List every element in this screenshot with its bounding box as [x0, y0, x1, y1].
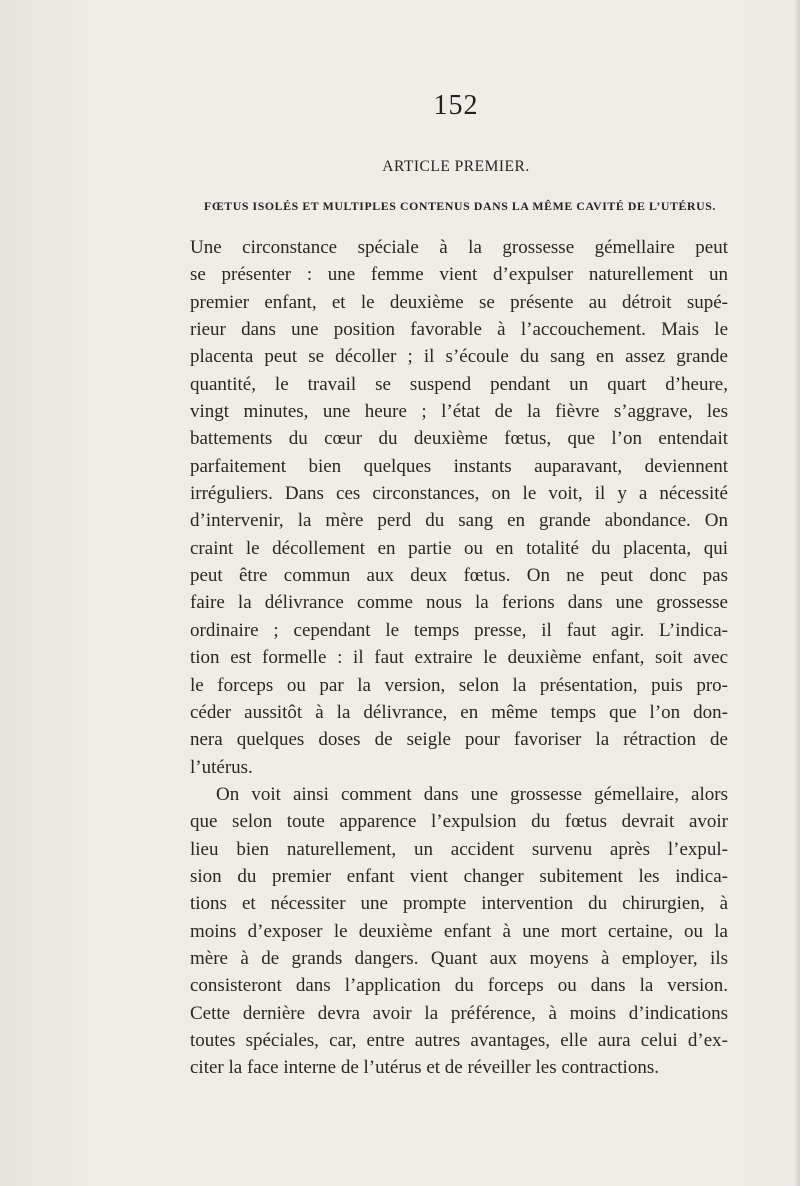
text-line: mère à de grands dangers. Quant aux moyens à employer, ils — [190, 947, 728, 969]
text-line: quantité, le travail se suspend pendant un quart d’heure, — [190, 373, 728, 395]
article-title: ARTICLE PREMIER. — [382, 158, 530, 175]
text-line: Cette dernière devra avoir la préférence, à moins d’indications — [190, 1002, 728, 1024]
body-text — [190, 234, 728, 1082]
text-line: lieu bien naturellement, un accident survenu après l’expul- — [190, 838, 728, 860]
text-line: consisteront dans l’application du forceps ou dans la version. — [190, 975, 728, 997]
text-line: toutes spéciales, car, entre autres avantages, elle aura celui d’ex- — [190, 1029, 728, 1051]
text-line: vingt minutes, une heure ; l’état de la fièvre s’aggrave, les — [190, 401, 728, 423]
text-line: céder aussitôt à la délivrance, en même temps que l’on don- — [190, 701, 728, 723]
page-edge-shadow — [794, 0, 800, 1186]
page-number: 152 — [433, 90, 479, 121]
text-line: Une circonstance spéciale à la grossesse gémellaire peut — [190, 237, 728, 258]
text-line: premier enfant, et le deuxième se présente au détroit supé- — [190, 291, 728, 313]
text-line: l’utérus. — [190, 756, 253, 778]
text-line: parfaitement bien quelques instants auparavant, deviennent — [190, 455, 728, 477]
text-line: sion du premier enfant vient changer subitement les indica- — [190, 865, 728, 887]
text-line: peut être commun aux deux fœtus. On ne peut donc pas — [190, 565, 728, 587]
text-line: On voit ainsi comment dans une grossesse gémellaire, alors — [216, 783, 728, 805]
section-subtitle: FŒTUS ISOLÉS ET MULTIPLES CONTENUS DANS LA MÊME CAVITÉ DE L’UTÉRUS. — [204, 199, 716, 213]
text-line: placenta peut se décoller ; il s’écoule du sang en assez grande — [190, 346, 728, 368]
text-line: moins d’exposer le deuxième enfant à une mort certaine, ou la — [190, 920, 728, 942]
text-line: citer la face interne de l’utérus et de réveiller les contractions. — [190, 1057, 659, 1079]
text-line: le forceps ou par la version, selon la présentation, puis pro- — [190, 674, 728, 696]
text-line: d’intervenir, la mère perd du sang en grande abondance. On — [190, 510, 728, 532]
text-line: nera quelques doses de seigle pour favoriser la rétraction de — [190, 729, 728, 751]
text-line: se présenter : une femme vient d’expulser naturellement un — [190, 264, 728, 286]
text-line: battements du cœur du deuxième fœtus, que l’on entendait — [190, 428, 728, 450]
text-line: faire la délivrance comme nous la ferions dans une grossesse — [190, 592, 728, 614]
text-line: craint le décollement en partie ou en totalité du placenta, qui — [190, 537, 728, 559]
text-line: irréguliers. Dans ces circonstances, on le voit, il y a nécessité — [190, 483, 728, 505]
text-line: rieur dans une position favorable à l’accouchement. Mais le — [190, 319, 728, 341]
text-line: que selon toute apparence l’expulsion du fœtus devrait avoir — [190, 811, 728, 833]
text-line: ordinaire ; cependant le temps presse, il faut agir. L’indica- — [190, 619, 728, 641]
text-line: tion est formelle : il faut extraire le deuxième enfant, soit avec — [190, 647, 728, 669]
text-line: tions et nécessiter une prompte intervention du chirurgien, à — [190, 893, 728, 915]
